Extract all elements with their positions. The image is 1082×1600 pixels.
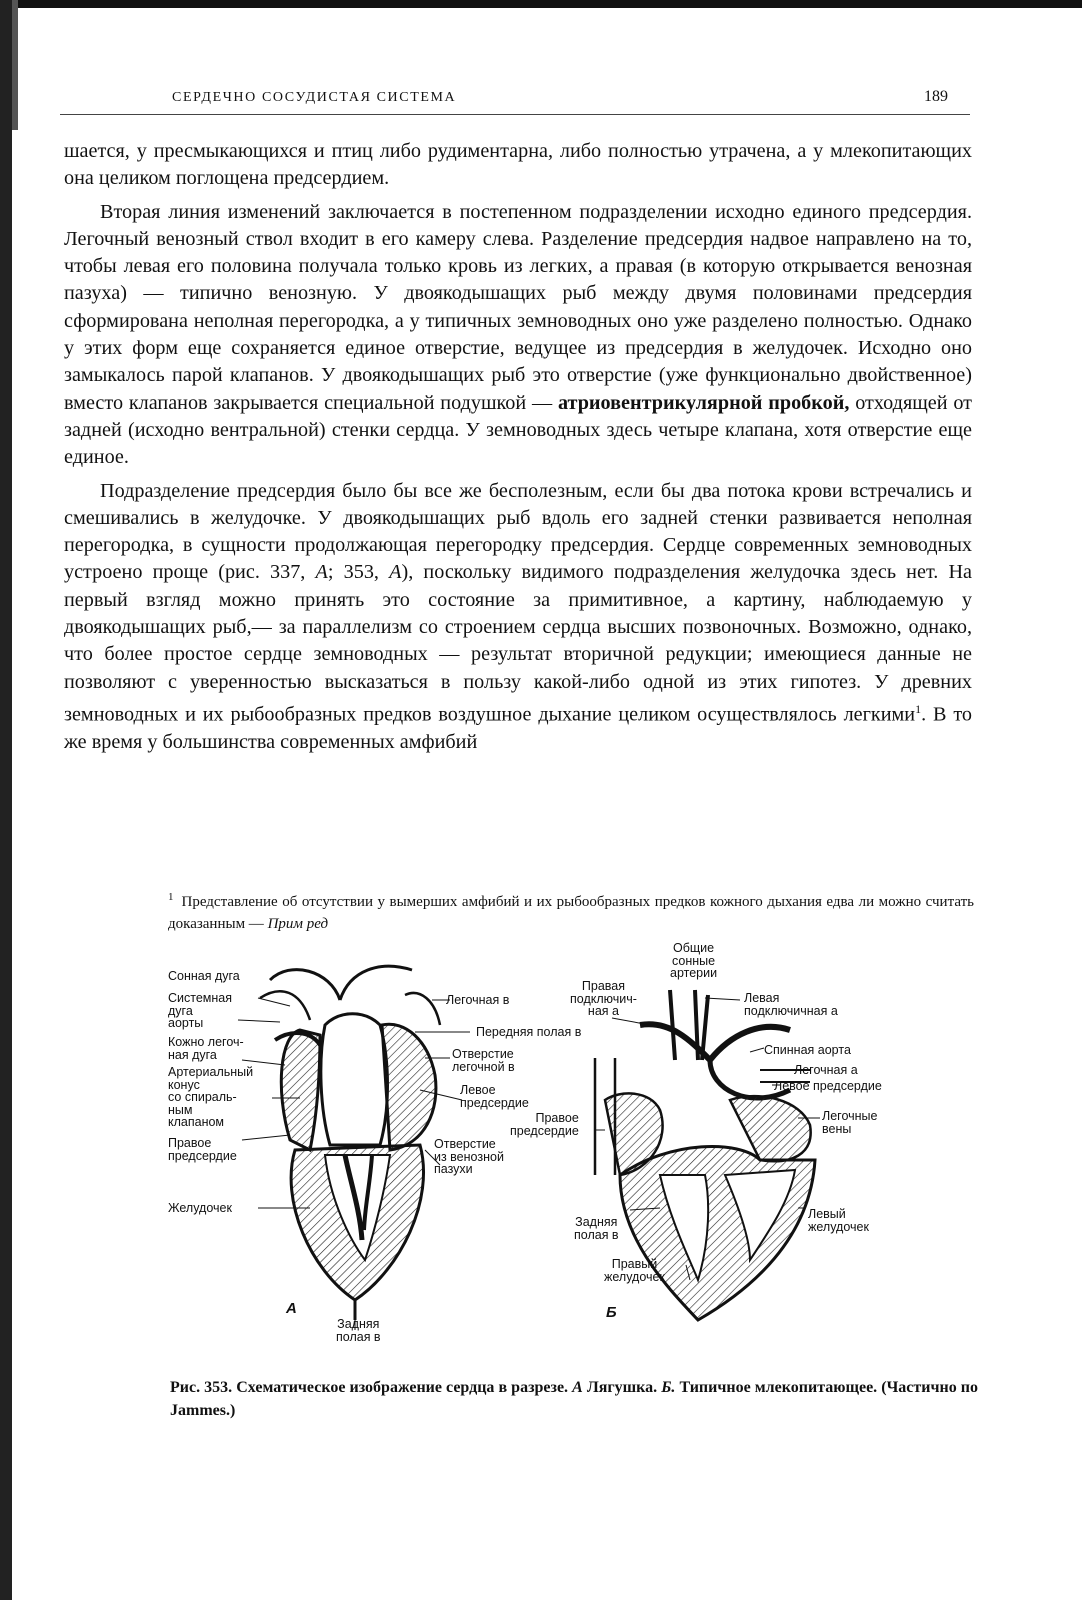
- label-dorsal-aorta: Спинная аорта: [764, 1043, 851, 1057]
- label-posterior-vena-cava-b: Задняя полая в: [574, 1215, 619, 1242]
- paragraph-2-text: Вторая линия изменений заключается в постепенном подразделении исходно единого предсердия. Легочный венозный ствол входит в его камеру слева. Разделение предсердия надвое направлено на то, чтобы левая его половина получала только кровь из легких, а правая (в которую открывается венозная пазуха) — типично венозную. У двоякодышащих рыб между двумя половинами предсердия сформирована неполная перегородка, а у типичных земноводных оно уже разделено полностью. Однако у этих форм еще сохраняется единое отверстие, ведущее из предсердия в желудочек. Исходно оно замыкалось парой клапанов. У двоякодышащих рыб это отверстие (уже функционально двойственное) вместо клапанов закрывается специальной подушкой —: [64, 200, 972, 414]
- running-head-title: СЕРДЕЧНО СОСУДИСТАЯ СИСТЕМА: [172, 90, 457, 105]
- caption-panel-a: А: [572, 1379, 583, 1396]
- term-atrioventricular-plug: атриовентрикулярной пробкой,: [557, 391, 850, 414]
- scan-shadow: [12, 0, 18, 130]
- paragraph-3-mid2: ), поскольку видимого подразделения желудочка здесь нет. На первый взгляд можно принять это состояние за примитивное, а картину, наблюдаемую у двоякодышащих рыб,— за параллелизм со строением сердца высших позвоночных. Возможно, однако, что более простое сердце земноводных — результат вторичной редукции; имеющиеся данные не позволяют с уверенностью высказаться в пользу какой-либо одной из этих гипотез. У древних земноводных и их рыбообразных предков воздушное дыхание целиком осуществлялось легкими: [64, 561, 973, 726]
- running-head: [60, 88, 970, 115]
- paragraph-3-mid: ; 353,: [327, 561, 390, 584]
- footnote-ref[interactable]: 1: [915, 701, 922, 716]
- scan-border-left: [0, 0, 12, 1600]
- scan-border-top: [0, 0, 1082, 8]
- label-left-atrium-a: Левое предсердие: [460, 1083, 529, 1110]
- figure-353: [150, 940, 930, 1350]
- frog-heart-drawing: [260, 966, 440, 1320]
- caption-prefix: Рис. 353. Схематическое изображение сердца в разрезе.: [170, 1379, 573, 1396]
- label-pulmonary-veins: Легочные вены: [822, 1109, 878, 1136]
- label-pulmonary-artery: Легочная а: [794, 1063, 858, 1077]
- footnote-editor-note: Прим ред: [267, 916, 329, 932]
- footnote-text: Представление об отсутствии у вымерших амфибий и их рыбообразных предков кожного дыхания едва ли можно считать доказанным —: [168, 894, 974, 932]
- footnote: [168, 886, 974, 935]
- figure-caption: [170, 1376, 978, 1422]
- fig-ref-letter: А: [389, 561, 402, 584]
- paragraph-1: шается, у пресмыкающихся и птиц либо рудиментарна, либо полностью утрачена, а у млекопитающих она целиком поглощена предсердием.: [64, 140, 972, 190]
- label-sinus-opening: Отверстие из венозной пазухи: [434, 1137, 504, 1176]
- caption-panel-b: Б.: [661, 1379, 676, 1396]
- panel-b-letter: Б: [606, 1304, 617, 1321]
- label-right-atrium-b: Правое предсердие: [510, 1111, 579, 1138]
- body-text: [64, 138, 972, 756]
- page-number: 189: [924, 88, 948, 105]
- label-conus-arteriosus: Артериальный конус со спираль- ным клапаном: [168, 1065, 254, 1129]
- label-anterior-vena-cava: Передняя полая в: [476, 1025, 582, 1039]
- paragraph-2: [64, 199, 972, 472]
- label-left-subclavian: Левая подключичная а: [744, 991, 838, 1018]
- footnote-number: 1: [168, 891, 174, 903]
- label-left-atrium-b: Левое предсердие: [774, 1079, 882, 1093]
- label-ventricle: Желудочек: [168, 1201, 232, 1215]
- label-pulmonary-opening: Отверстие легочной в: [452, 1047, 515, 1074]
- fig-ref-letter: А: [315, 561, 328, 584]
- label-carotid-arch: Сонная дуга: [168, 969, 240, 983]
- label-right-ventricle: Правый желудочек: [604, 1257, 665, 1284]
- label-pulmonary-vein: Легочная в: [446, 993, 510, 1007]
- label-right-atrium-a: Правое предсердие: [168, 1136, 237, 1163]
- caption-a-text: Лягушка.: [582, 1379, 662, 1396]
- label-systemic-arch: Системная дуга аорты: [168, 991, 233, 1030]
- label-posterior-vena-cava-a: Задняя полая в: [336, 1317, 381, 1344]
- paragraph-3: [64, 478, 972, 757]
- caption-b-text: Типичное млекопитающее. (Частично по Jammes.): [170, 1379, 979, 1419]
- panel-a-letter: А: [286, 1300, 297, 1317]
- paragraph-2-text-end: отходящей от задней (исходно вентральной) стенки сердца. У земноводных здесь четыре клапана, хотя отверстие еще единое.: [64, 391, 972, 469]
- paragraph-3-text-end: . В то же время у большинства современных амфибий: [64, 703, 972, 753]
- label-left-ventricle: Левый желудочек: [808, 1207, 869, 1234]
- paragraph-3-text: Подразделение предсердия было бы все же бесполезным, если бы два потока крови встречались и смешивались в желудочке. У двоякодышащих рыб вдоль его задней стенки развивается неполная перегородка, в сущности продолжающая перегородку предсердия. Сердце современных земноводных устроено проще (рис. 337,: [64, 479, 972, 584]
- label-common-carotids: Общие сонные артерии: [670, 941, 718, 980]
- label-right-subclavian: Правая подключич- ная а: [570, 979, 637, 1018]
- label-pulmocutaneous-arch: Кожно легоч- ная дуга: [168, 1035, 244, 1062]
